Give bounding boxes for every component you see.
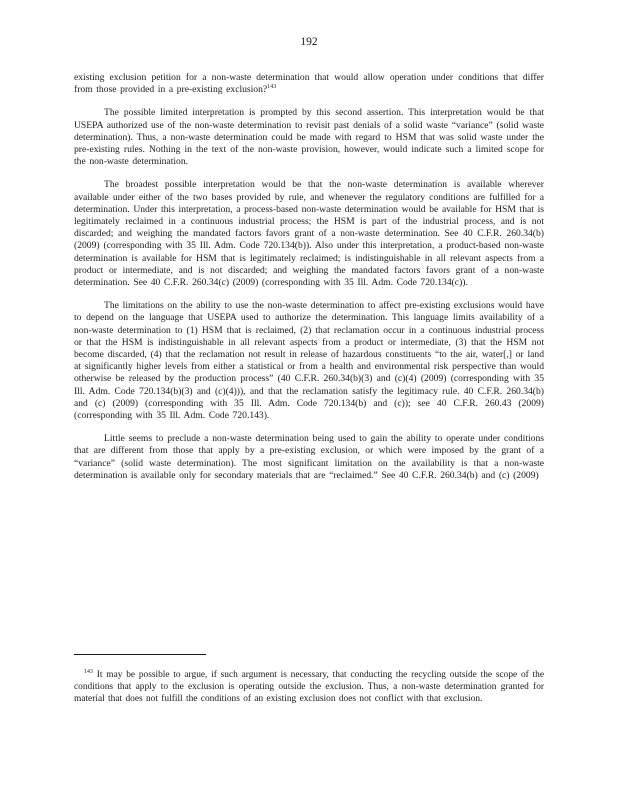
paragraph: The limitations on the ability to use the non-waste determination to affect pre-existing exclusions would have to depend on the language that USEPA used to authorize the determination. This language limits availability of a non-waste determination to (1) HSM that is reclaimed, (2) that reclamation occur in a continuous industrial process or that the HSM is indistinguishable in all relevant aspects from a product or intermediate, (3) that the HSM not become discarded, (4) that the reclamation not result in release of hazardous constituents “to the air, water[,] or land at significantly higher levels from either a statistical or from a health and environmental risk perspective than would otherwise be released by the production process” (40 C.F.R. 260.34(b)(3) and (c)(4) (2009) (corresponding with 35 Ill. Adm. Code 720.134(b)(3) and (c)(4))), and that the reclamation satisfy the legitimacy rule. 40 C.F.R. 260.34(b) and (c) (2009) (corresponding with 35 Ill. Adm. Code 720.134(b) and (c)); see 40 C.F.R. 260.43 (2009) (corresponding with 35 Ill. Adm. Code 720.143). — [74, 300, 544, 422]
footnote-reference: 143 — [267, 84, 277, 91]
footnote — [74, 669, 544, 706]
footnote-text: It may be possible to argue, if such argument is necessary, that conducting the recycling outside the scope of the conditions that apply to the exclusion is operating outside the exclusion. Thus, a non-waste determination granted for material that does not fulfill the conditions of an existing exclusion does not conflict with that exclusion. — [74, 670, 544, 705]
paragraph-text: existing exclusion petition for a non-waste determination that would allow operation under conditions that differ from those provided in a pre-existing exclusion? — [74, 72, 544, 96]
footnote-separator — [74, 654, 206, 655]
paragraph: Little seems to preclude a non-waste determination being used to gain the ability to operate under conditions that are different from those that apply by a pre-existing exclusion, or which were imposed by the grant of a “variance” (solid waste determination). The most significant limitation on the availability is that a non-waste determination is available only for secondary materials that are “reclaimed.” See 40 C.F.R. 260.34(b) and (c) (2009) — [74, 433, 544, 481]
paragraph: The possible limited interpretation is prompted by this second assertion. This interpretation would be that USEPA authorized use of the non-waste determination to revisit past denials of a solid waste “variance” (solid waste determination). Thus, a non-waste determination could be made with regard to HSM that was solid waste under the pre-existing rules. Nothing in the text of the non-waste provision, however, would indicate such a limited scope for the non-waste determination. — [74, 107, 544, 168]
body-text — [74, 72, 544, 493]
footnote-paragraph — [74, 669, 544, 706]
footnote-number: 143 — [84, 668, 93, 675]
page-number: 192 — [300, 36, 318, 48]
paragraph: The broadest possible interpretation would be that the non-waste determination is available wherever available under either of the two bases provided by rule, and whenever the regulatory conditions are fulfilled for a determination. Under this interpretation, a process-based non-waste determination would be available for HSM that is legitimately reclaimed in a continuous industrial process; the HSM is part of the industrial process, and is not discarded; and weighing the mandated factors favors grant of a non-waste determination. See 40 C.F.R. 260.34(b) (2009) (corresponding with 35 Ill. Adm. Code 720.134(b)). Also under this interpretation, a product-based non-waste determination is available for HSM that is legitimately reclaimed; is indistinguishable in all relevant aspects from a product or intermediate, and is not discarded; and weighing the mandated factors favors grant of a non-waste determination. See 40 C.F.R. 260.34(c) (2009) (corresponding with 35 Ill. Adm. Code 720.134(c)). — [74, 179, 544, 289]
paragraph — [74, 72, 544, 96]
